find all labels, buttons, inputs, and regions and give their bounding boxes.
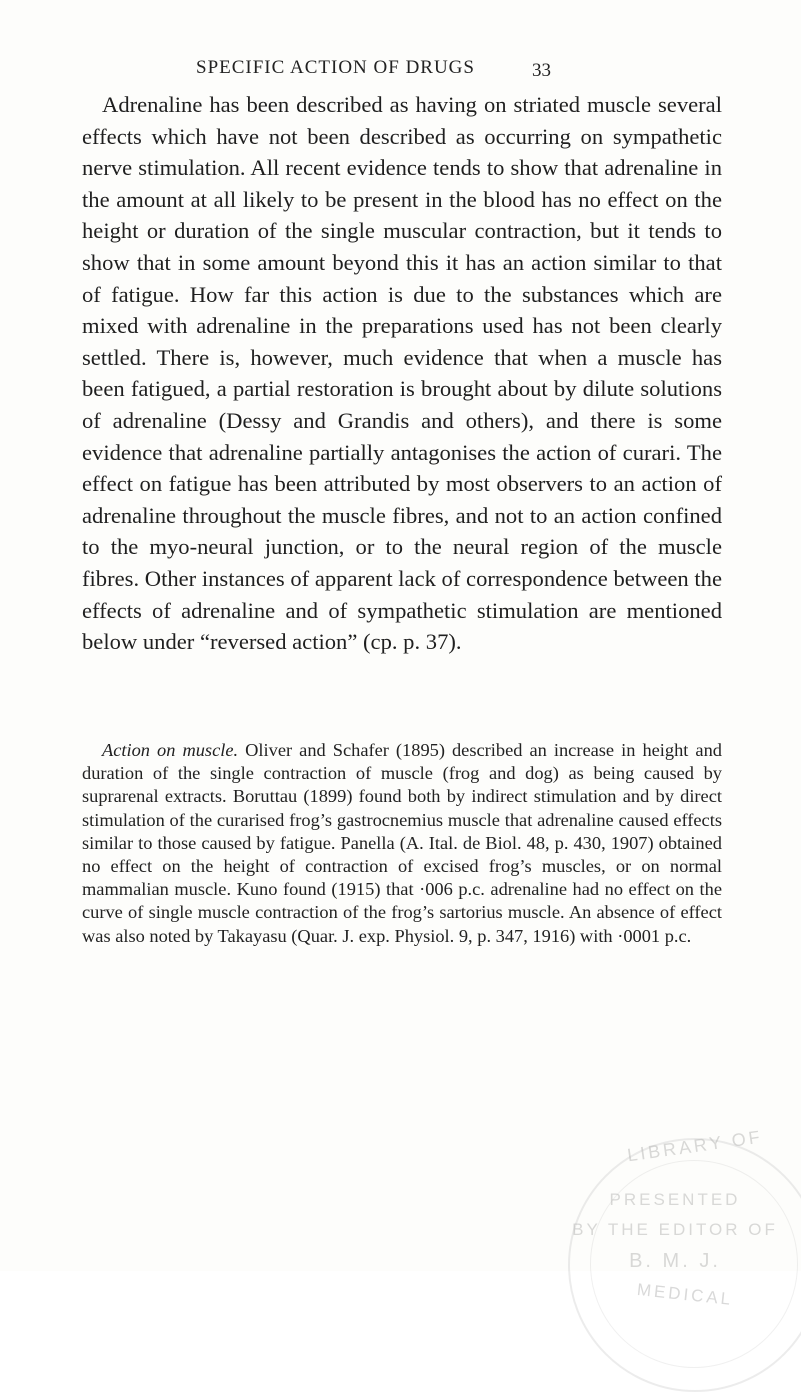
section-paragraph <box>82 739 722 948</box>
page-number: 33 <box>532 60 551 81</box>
stamp-line-3: B. M. J. <box>629 1250 721 1272</box>
section-heading: Action on muscle. <box>102 740 239 760</box>
stamp-line-1: PRESENTED <box>609 1190 741 1209</box>
body-paragraph: Adrenaline has been described as having on striated muscle several effects which have not been described as occurring on sympathetic nerve stimulation. All recent evidence tends to show that adrenaline in the amount at all likely to be present in the blood has no effect on the height or duration of the single muscular contraction, but it tends to show that in some amount beyond this it has an action similar to that of fatigue. How far this action is due to the substances which are mixed with adrenaline in the preparations used has not been clearly settled. There is, however, much evidence that when a muscle has been fatigued, a partial restoration is brought about by dilute solutions of adrenaline (Dessy and Grandis and others), and there is some evidence that adrenaline partially antagonises the action of curari. The effect on fatigue has been attributed by most observers to an action of adrenaline throughout the muscle fibres, and not to an action confined to the myo-neural junction, or to the neural region of the muscle fibres. Other instances of apparent lack of correspondence between the effects of adrenaline and of sympathetic stimulation are mentioned below under “reversed action” (cp. p. 37). <box>82 92 722 655</box>
stamp-top-text: LIBRARY OF <box>626 1126 764 1166</box>
stamp-bottom-text: MEDICAL <box>636 1280 735 1309</box>
library-stamp <box>568 1126 801 1392</box>
stamp-line-2: BY THE EDITOR OF <box>572 1220 778 1239</box>
running-title: SPECIFIC ACTION OF DRUGS <box>196 57 475 78</box>
section-paragraph-text: Oliver and Schafer (1895) described an increase in height and duration of the single contraction of muscle (frog and dog) as being caused by suprarenal extracts. Boruttau (1899) found both by indirect stimulation and by direct stimulation of the curarised frog’s gastrocnemius muscle that adrenaline caused effects similar to those caused by fatigue. Panella (A. Ital. de Biol. 48, p. 430, 1907) obtained no effect on the height of contraction of excised frog’s muscles, or on normal mammalian muscle. Kuno found (1915) that ·006 p.c. adrenaline had no effect on the curve of single muscle contraction of the frog’s sartorius muscle. An absence of effect was also noted by Takayasu (Quar. J. exp. Physiol. 9, p. 347, 1916) with ·0001 p.c. <box>82 740 722 946</box>
